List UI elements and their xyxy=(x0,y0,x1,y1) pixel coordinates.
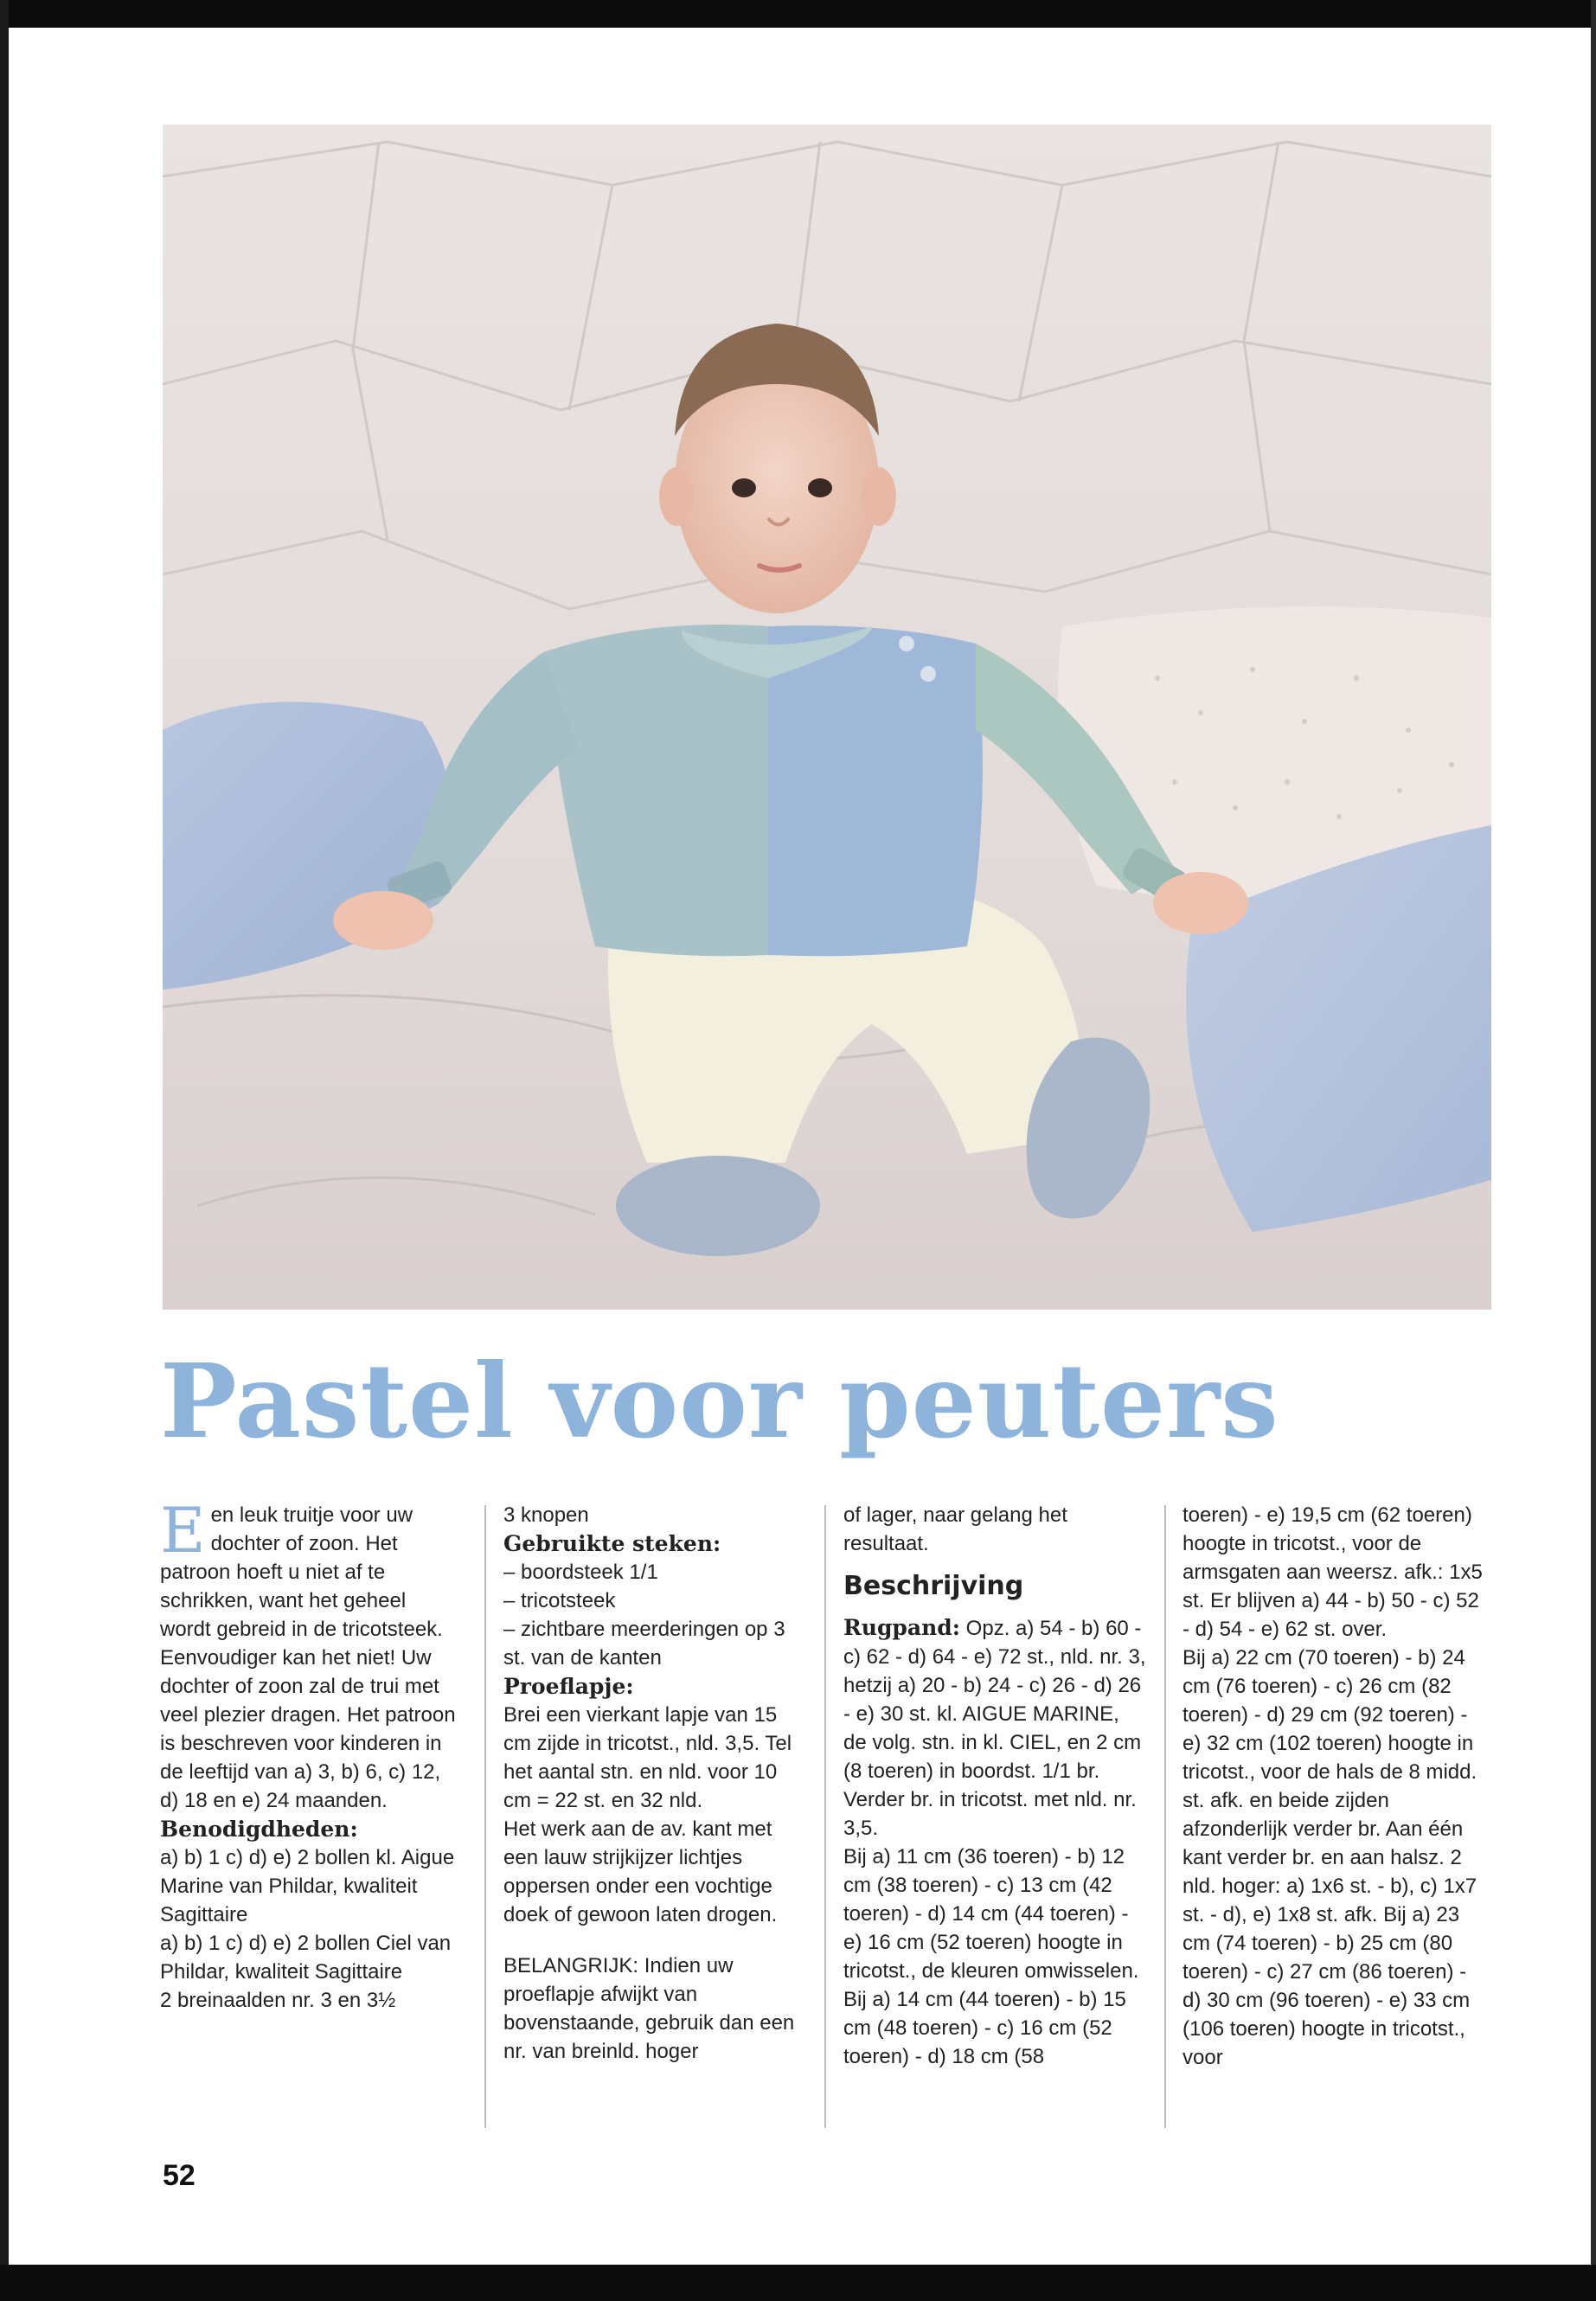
materials-item: 2 breinaalden nr. 3 en 3½ xyxy=(160,1989,396,2012)
instruction-paragraph: toeren) - e) 19,5 cm (62 toeren) hoogte in tricotst., voor de armsgaten aan weersz. afk.: 1x5 st. Er blijven a) 44 - b) 50 - c) 52 - d) 54 - e) 62 st. over. xyxy=(1183,1503,1483,1641)
column-divider xyxy=(1164,1505,1166,2128)
scan-border-right xyxy=(1591,0,1596,2301)
scan-border-top xyxy=(0,0,1596,28)
drop-cap: E xyxy=(160,1494,206,1567)
text-column-2 xyxy=(503,1501,806,2124)
materials-item: a) b) 1 c) d) e) 2 bollen Ciel van Phildar, kwaliteit Sagittaire xyxy=(160,1932,452,1984)
text-column-3 xyxy=(843,1501,1146,2124)
back-paragraph xyxy=(843,1613,1146,1843)
gauge-text: Brei een vierkant lapje van 15 cm zijde in tricotst., nld. 3,5. Tel het aantal stn. en nld. voor 10 cm = 22 st. en 32 nld. xyxy=(503,1703,792,1812)
continuation-text: of lager, naar gelang het resultaat. xyxy=(843,1503,1067,1555)
stitch-item: – zichtbare meerderingen op 3 st. van de kanten xyxy=(503,1618,785,1670)
stitch-item: – boordsteek 1/1 xyxy=(503,1561,658,1584)
materials-heading: Benodigdheden: xyxy=(160,1817,358,1842)
intro-text: en leuk truitje voor uw dochter of zoon. Het patroon hoeft u niet af te schrikken, want het geheel wordt gebreid in de tricotsteek. Eenvoudiger kan het niet! Uw dochter of zoon zal de trui met veel plezier dragen. Het patroon is beschreven voor kinderen in de leeftijd van a) 3, b) 6, c) 12, d) 18 en e) 24 maanden. xyxy=(160,1503,456,1812)
column-divider xyxy=(484,1505,486,2128)
stitches-heading: Gebruikte steken: xyxy=(503,1531,721,1556)
intro-paragraph xyxy=(160,1494,458,1815)
stitch-item: – tricotsteek xyxy=(503,1589,616,1612)
section-heading: Beschrijving xyxy=(843,1571,1024,1601)
instruction-paragraph: Bij a) 22 cm (70 toeren) - b) 24 cm (76 toeren) - c) 26 cm (82 toeren) - d) 29 cm (92 toeren) - e) 32 cm (102 toeren) hoogte in tricotst., voor de hals de 8 midd. st. afk. en beide zijden afzonderlijk verder br. Aan één kant verder br. en aan halsz. 2 nld. hoger: a) 1x6 st. - b), c) 1x7 st. - d), e) 1x8 st. afk. Bij a) 23 cm (74 toeren) - b) 25 cm (80 toeren) - c) 27 cm (86 toeren) - d) 30 cm (96 toeren) - e) 33 cm (106 toeren) hoogte in tricotst., voor xyxy=(1183,1646,1477,2069)
scan-border-left xyxy=(0,0,9,2301)
text-column-4 xyxy=(1183,1501,1485,2124)
materials-item: a) b) 1 c) d) e) 2 bollen kl. Aigue Marine van Phildar, kwaliteit Sagittaire xyxy=(160,1846,455,1926)
press-text: Het werk aan de av. kant met een lauw strijkijzer lichtjes oppersen onder een vochtige doek of gewoon laten drogen. xyxy=(503,1817,778,1926)
important-text: BELANGRIJK: Indien uw proeflapje afwijkt van bovenstaande, gebruik dan een nr. van breinld. hoger xyxy=(503,1954,795,2063)
gauge-heading: Proeflapje: xyxy=(503,1674,634,1699)
baby-photo xyxy=(163,125,1491,1310)
page-title: Pastel voor peuters xyxy=(160,1341,1279,1461)
column-divider xyxy=(824,1505,826,2128)
text-column-1 xyxy=(160,1494,458,2124)
scan-border-bottom xyxy=(0,2265,1596,2301)
page-number: 52 xyxy=(163,2159,195,2192)
baby-photo-illustration xyxy=(163,125,1491,1310)
materials-item: 3 knopen xyxy=(503,1503,589,1527)
instruction-paragraph: Bij a) 11 cm (36 toeren) - b) 12 cm (38 toeren) - c) 13 cm (42 toeren) - d) 14 cm (44 toeren) - e) 16 cm (52 toeren) hoogte in tricotst., de kleuren omwisselen. xyxy=(843,1845,1139,1983)
back-label: Rugpand: xyxy=(843,1615,960,1640)
instruction-paragraph: Bij a) 14 cm (44 toeren) - b) 15 cm (48 toeren) - c) 16 cm (52 toeren) - d) 18 cm (58 xyxy=(843,1988,1126,2068)
back-text: Opz. a) 54 - b) 60 - c) 62 - d) 64 - e) 72 st., nld. nr. 3, hetzij a) 20 - b) 24 - c) 26 - d) 26 - e) 30 st. kl. AIGUE MARINE, de volg. stn. in kl. CIEL, en 2 cm (8 toeren) in boordst. 1/1 br. Verder br. in tricotst. met nld. nr. 3,5. xyxy=(843,1617,1146,1840)
